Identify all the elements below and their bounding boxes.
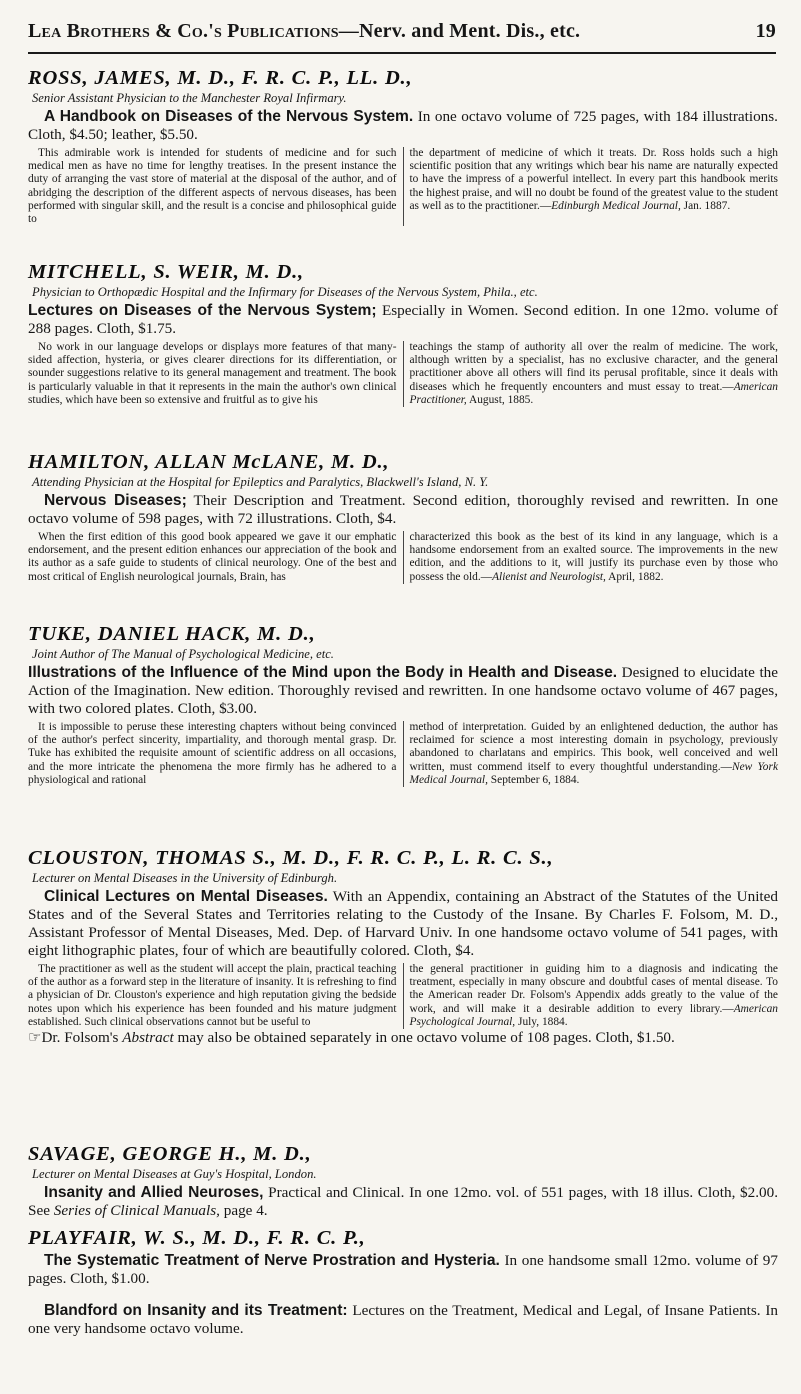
page-number: 19	[755, 20, 776, 42]
review-right-text: the department of medicine of which it treats. Dr. Ross holds such a high scientific position that any writings which bear his name are naturally expected to have the impress of a powerful intellect. In every part this handbook merits the highest praise, and will no doubt be found of the greatest value to the student as well as to the practitioner.—	[409, 147, 778, 212]
series-reference: Series of Clinical Manuals,	[53, 1202, 220, 1219]
review	[28, 341, 778, 407]
review-right-text: the general practitioner in guiding him to a diagnosis and indicating the treatment, especially in many obscure and doubtful cases of mental disease. To the American reader Dr. Folsom's Appendix adds greatly to the value of the work, and will make it a desirable addition to every library.—	[409, 963, 778, 1015]
review	[28, 721, 778, 787]
author-affiliation: Physician to Orthopædic Hospital and the Infirmary for Diseases of the Nervous System, Phila., etc.	[32, 285, 538, 299]
entry-mitchell	[28, 260, 778, 407]
book-details: Lectures on the Treatment, Medical and Legal, of Insane Patients. In one very handsome octavo volume.	[28, 1302, 778, 1337]
book-title: Illustrations of the Influence of the Mind upon the Body in Health and Disease.	[28, 664, 618, 681]
review-left-column	[28, 147, 404, 226]
review-source: New York Medical Journal,	[409, 760, 778, 786]
entry-ross	[28, 66, 778, 226]
review-right-column	[404, 963, 779, 1029]
review-left-text: It is impossible to peruse these interesting chapters without being convinced of the author's perfect sincerity, impartiality, and thorough mental grasp. Dr. Tuke has exhibited the requisite amount of scientific address on all occasions, and the more intricate the phenomena the more firmly has he adhered to a physiological and rational	[28, 721, 397, 786]
book-description	[28, 888, 778, 960]
review-source: American Practitioner,	[409, 380, 778, 406]
pointing-hand-icon: ☞	[28, 1030, 42, 1047]
book-description	[28, 1184, 778, 1220]
entry-clouston	[28, 846, 778, 1047]
book-description	[28, 664, 778, 718]
review-date: August, 1885.	[466, 393, 534, 406]
book-description	[28, 1252, 778, 1288]
review	[28, 147, 778, 226]
author-name: MITCHELL, S. WEIR, M. D.,	[28, 261, 304, 283]
review-left-text: This admirable work is intended for students of medicine and for such medical men as have no time for lengthy treatises. In the present instance the duty of arranging the vast store of material at the disposal of the author, and of abridging the description of the different aspects of nervous diseases, has been performed with singular skill, and the result is a concise and philosophical guide to	[28, 147, 397, 226]
book-details: Especially in Women. Second edition. In one 12mo. volume of 288 pages. Cloth, $1.75.	[28, 302, 778, 337]
review-source: Edinburgh Medical Journal,	[551, 199, 681, 212]
running-title-lea: Lea	[28, 20, 62, 42]
book-details: Practical and Clinical. In one 12mo. vol. of 551 pages, with 18 illus. Cloth, $2.00. See	[28, 1184, 778, 1219]
note-text-rest: may also be obtained separately in one octavo volume of 108 pages. Cloth, $1.50.	[173, 1029, 675, 1047]
review-left-text: No work in our language develops or displays more features of that many-sided affection, hysteria, or gives clearer directions for its differentiation, or sounder suggestions relative to its general management and treatment. The book is particularly valuable in that it represents in the main the author's own clinical studies, which have been so extensive and fruitful as to give his	[28, 341, 397, 406]
running-title-publications: Publications	[227, 20, 339, 42]
review-right-column	[404, 721, 779, 787]
review-left-text: When the first edition of this good book appeared we gave it our emphatic endorsement, and the present edition enhances our appreciation of the book and its author as a safe guide to students of clinical neurology. One of the best and most critical of English neurological journals, Brain, has	[28, 531, 397, 583]
book-title: Clinical Lectures on Mental Diseases.	[44, 888, 328, 905]
book-description	[28, 108, 778, 144]
running-title	[28, 20, 580, 43]
note-title: Abstract	[122, 1029, 174, 1047]
running-header	[28, 20, 776, 46]
author-affiliation: Lecturer on Mental Diseases at Guy's Hospital, London.	[32, 1167, 317, 1181]
author-affiliation: Joint Author of The Manual of Psychological Medicine, etc.	[32, 647, 334, 661]
review-right-text: teachings the stamp of authority all over the realm of medicine. The work, although written by a specialist, has no exclusive character, and the general practitioner above all others will find its perusal profitable, since it deals with diseases which he frequently encounters and must essay to treat.—	[409, 341, 778, 393]
note-text: Dr. Folsom's	[41, 1029, 123, 1047]
book-title: The Systematic Treatment of Nerve Prostration and Hysteria.	[44, 1252, 500, 1269]
author-name: CLOUSTON, THOMAS S., M. D., F. R. C. P., L. R. C. S.,	[28, 847, 554, 869]
review-right-column	[404, 147, 779, 226]
review-right-text: characterized this book as the best of its kind in any language, which is a handsome endorsement from an exalted source. The improvements in the new edition, and the additions to it, will justify its purchase even by those who possess the old.—	[409, 531, 778, 583]
book-title: Blandford on Insanity and its Treatment:	[44, 1302, 348, 1319]
book-details: In one handsome small 12mo. volume of 97 pages. Cloth, $1.00.	[28, 1252, 778, 1287]
author-name: SAVAGE, GEORGE H., M. D.,	[28, 1143, 312, 1165]
book-details: Designed to elucidate the Action of the Imagination. New edition. Thoroughly revised and rewritten. In one handsome octavo volume of 467 pages, with two colored plates. Cloth, $3.00.	[28, 664, 779, 717]
book-title: Nervous Diseases;	[44, 492, 187, 509]
book-title: A Handbook on Diseases of the Nervous System.	[44, 108, 414, 125]
entry-tuke	[28, 622, 778, 787]
book-description	[28, 1302, 778, 1338]
review-left-column	[28, 963, 404, 1029]
series-page: page 4.	[219, 1202, 268, 1219]
review-date: September 6, 1884.	[487, 773, 580, 786]
review-right-text: method of interpretation. Guided by an enlightened deduction, the author has reclaimed for science a most interesting domain in psychology, previously abandoned to charlatans and empirics. This book, well conceived and well written, must commend itself to every thoughtful understanding.—	[409, 721, 778, 773]
running-title-brothers: Brothers & Co.'s	[66, 20, 222, 42]
review-left-column	[28, 721, 404, 787]
review-right-column	[404, 341, 779, 407]
review	[28, 531, 778, 584]
book-details: In one octavo volume of 725 pages, with 184 illustrations. Cloth, $4.50; leather, $5.50.	[28, 108, 778, 143]
header-rule	[28, 52, 776, 54]
review-left-text: The practitioner as well as the student will accept the plain, practical teaching of the author as a forward step in the literature of insanity. It is refreshing to find a physician of Dr. Clouston's experience and high reputation giving the bedside notes upon which his experience has been founded and his mature judgment established. Such clinical observations cannot but be useful to	[28, 963, 397, 1028]
review-source: American Psychological Journal,	[409, 1002, 778, 1028]
book-details: With an Appendix, containing an Abstract of the Statutes of the United States and of the Several States and Territories relating to the Custody of the Insane. By Charles F. Folsom, M. D., Assistant Professor of Mental Diseases, Med. Dep. of Harvard Univ. In one handsome octavo volume of 541 pages, with eight lithographic plates, four of which are beautifully colored. Cloth, $4.	[28, 888, 778, 959]
review-right-column	[404, 531, 779, 584]
author-name: ROSS, JAMES, M. D., F. R. C. P., LL. D.,	[28, 67, 413, 89]
review-date: April, 1882.	[605, 570, 664, 583]
review	[28, 963, 778, 1029]
book-title: Insanity and Allied Neuroses,	[44, 1184, 264, 1201]
author-name: HAMILTON, ALLAN McLANE, M. D.,	[28, 451, 390, 473]
book-description	[28, 492, 778, 528]
author-affiliation: Senior Assistant Physician to the Manchester Royal Infirmary.	[32, 91, 347, 105]
author-name: PLAYFAIR, W. S., M. D., F. R. C. P.,	[28, 1227, 366, 1249]
author-affiliation: Lecturer on Mental Diseases in the University of Edinburgh.	[32, 871, 338, 885]
entry-playfair	[28, 1226, 778, 1288]
review-date: July, 1884.	[515, 1015, 568, 1028]
review-date: Jan. 1887.	[680, 199, 731, 212]
running-title-section: —Nerv. and Ment. Dis., etc.	[338, 20, 581, 42]
author-name: TUKE, DANIEL HACK, M. D.,	[28, 623, 316, 645]
entry-hamilton	[28, 450, 778, 584]
review-left-column	[28, 531, 404, 584]
entry-savage	[28, 1142, 778, 1220]
book-title: Lectures on Diseases of the Nervous System;	[28, 302, 377, 319]
review-left-column	[28, 341, 404, 407]
review-source: Alienist and Neurologist,	[492, 570, 606, 583]
book-details: Their Description and Treatment. Second edition, thoroughly revised and rewritten. In one octavo volume of 598 pages, with 72 illustrations. Cloth, $4.	[28, 492, 778, 527]
entry-blandford	[28, 1300, 778, 1338]
book-description	[28, 302, 778, 338]
separate-volume-note	[28, 1029, 778, 1047]
author-affiliation: Attending Physician at the Hospital for Epileptics and Paralytics, Blackwell's Island, N. Y.	[32, 475, 489, 489]
